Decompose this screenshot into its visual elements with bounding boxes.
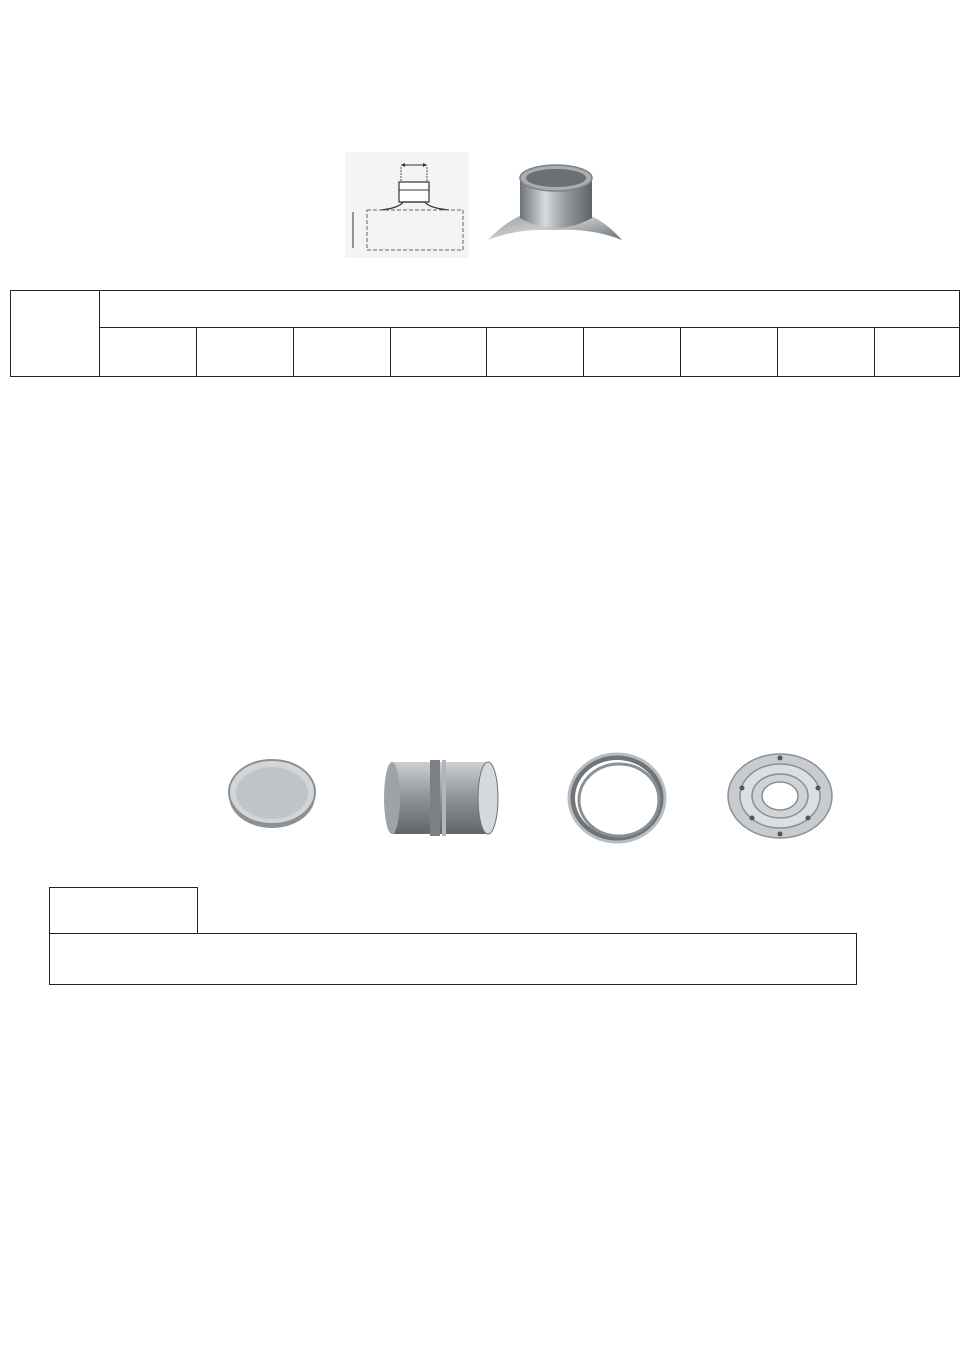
- d2-column-header: [293, 328, 390, 377]
- d2-column-header: [99, 328, 196, 377]
- d2-column-header: [875, 328, 960, 377]
- nipple-coupling-photo: [380, 752, 500, 842]
- d1-header: [11, 291, 100, 377]
- saddle-fitting-photo: [480, 148, 630, 263]
- flanges-photo: [722, 748, 842, 843]
- diameter-label: [50, 934, 350, 985]
- d2-column-header: [778, 328, 875, 377]
- end-cap-photo: [222, 752, 322, 832]
- d2-group-header: [99, 291, 959, 328]
- empty-corner-cell: [50, 888, 198, 934]
- d2-column-header: [681, 328, 778, 377]
- d2-column-header: [584, 328, 681, 377]
- d2-column-header: [487, 328, 584, 377]
- saddle-price-table: [10, 290, 960, 377]
- price-unit-label: [349, 934, 856, 985]
- steel-fittings-price-table: [49, 887, 857, 985]
- d2-column-header: [196, 328, 293, 377]
- d2-column-header: [390, 328, 487, 377]
- il-stub-ring-photo: [562, 748, 672, 848]
- saddle-technical-drawing: [345, 152, 469, 258]
